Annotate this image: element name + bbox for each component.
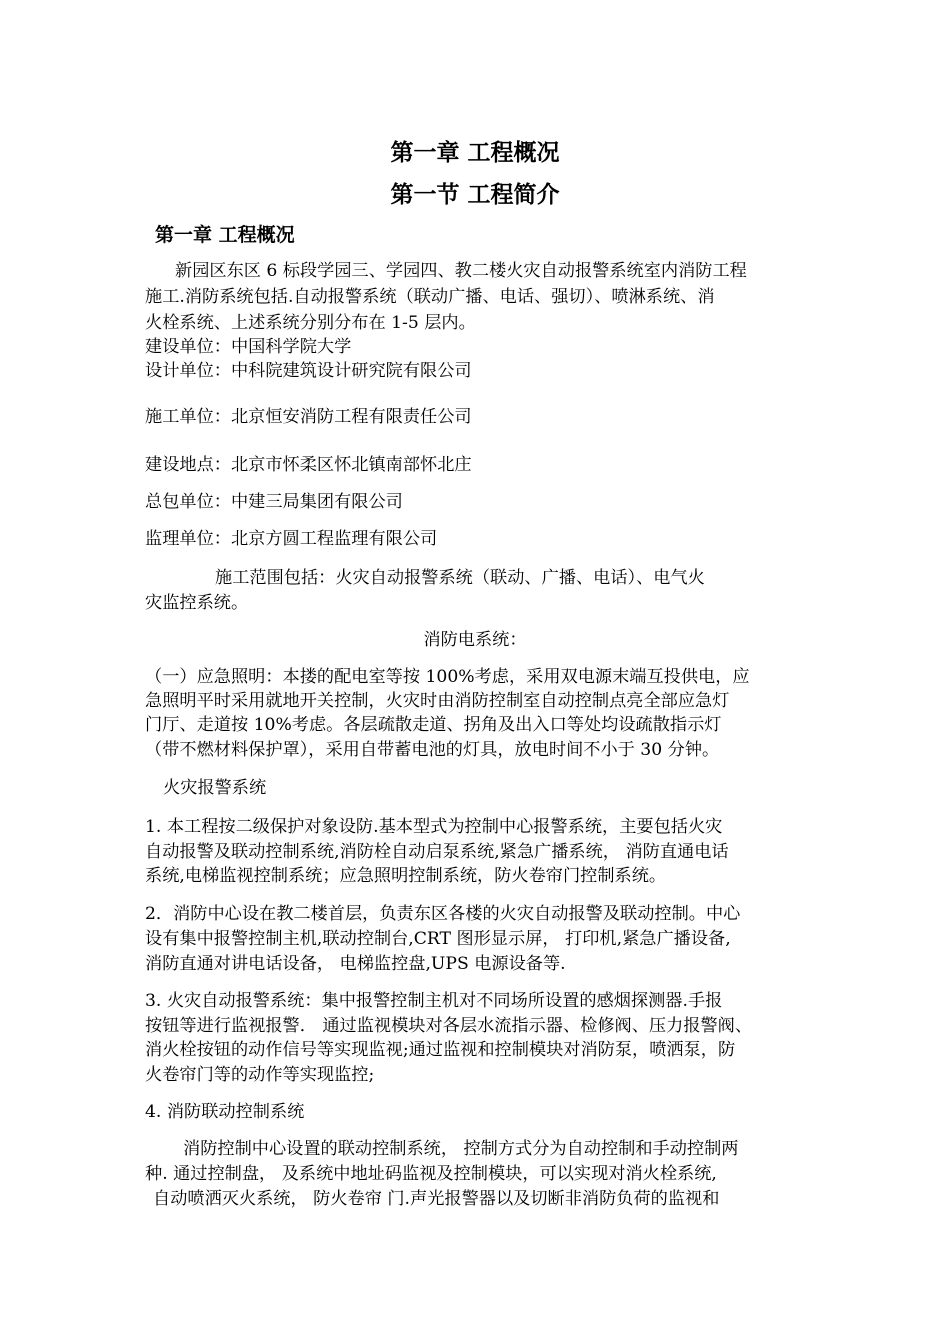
fire-alarm-title: 火灾报警系统 xyxy=(163,778,267,798)
location-line: 建设地点：北京市怀柔区怀北镇南部怀北庄 xyxy=(145,455,472,475)
text-line: 自动喷洒灭火系统， 防火卷帘 门.声光报警器以及切断非消防负荷的监视和 xyxy=(153,1189,720,1209)
supervisor-line: 监理单位：北京方圆工程监理有限公司 xyxy=(145,529,438,549)
text-line: 消防直通对讲电话设备， 电梯监控盘,UPS 电源设备等. xyxy=(145,954,566,974)
fire-electric-title: 消防电系统： xyxy=(423,630,527,650)
owner-line: 建设单位：中国科学院大学 xyxy=(145,337,352,357)
chapter-title: 第一章 工程概况 xyxy=(390,140,560,166)
text-line: 灾监控系统。 xyxy=(145,593,249,613)
text-line: 消火栓按钮的动作信号等实现监视;通过监视和控制模块对消防泵，喷洒泵，防 xyxy=(145,1040,736,1060)
text-line: 门厅、走道按 10%考虑。各层疏散走道、拐角及出入口等处均设疏散指示灯 xyxy=(145,715,722,735)
text-line: 急照明平时采用就地开关控制，火灾时由消防控制室自动控制点亮全部应急灯 xyxy=(145,691,730,711)
text-line: （带不燃材料保护罩），采用自带蓄电池的灯具，放电时间不小于 30 分钟。 xyxy=(145,740,720,760)
text-line: 施工.消防系统包括.自动报警系统（联动广播、电话、强切）、喷淋系统、消 xyxy=(145,287,715,307)
contractor-line: 总包单位：中建三局集团有限公司 xyxy=(145,492,403,512)
builder-line: 施工单位：北京恒安消防工程有限责任公司 xyxy=(145,407,472,427)
text-line: 1. 本工程按二级保护对象设防.基本型式为控制中心报警系统，主要包括火灾 xyxy=(145,817,723,837)
chapter-heading: 第一章 工程概况 xyxy=(155,224,295,246)
text-line: 施工范围包括：火灾自动报警系统（联动、广播、电话）、电气火 xyxy=(215,568,705,588)
text-line: 系统,电梯监视控制系统；应急照明控制系统，防火卷帘门控制系统。 xyxy=(145,866,667,886)
text-line: 自动报警及联动控制系统,消防栓自动启泵系统,紧急广播系统， 消防直通电话 xyxy=(145,842,729,862)
text-line: 按钮等进行监视报警． 通过监视模块对各层水流指示器、检修阀、压力报警阀、 xyxy=(145,1016,753,1036)
text-line: 2．消防中心设在教二楼首层，负责东区各楼的火灾自动报警及联动控制。中心 xyxy=(145,904,741,924)
text-line: 消防控制中心设置的联动控制系统， 控制方式分为自动控制和手动控制两 xyxy=(183,1139,739,1159)
text-line: 3. 火灾自动报警系统：集中报警控制主机对不同场所设置的感烟探测器.手报 xyxy=(145,991,723,1011)
text-line: （一）应急照明：本搂的配电室等按 100%考虑，采用双电源末端互投供电，应 xyxy=(145,667,750,687)
designer-line: 设计单位：中科院建筑设计研究院有限公司 xyxy=(145,361,472,381)
section-title: 第一节 工程简介 xyxy=(390,182,560,208)
item-4-title: 4. 消防联动控制系统 xyxy=(145,1102,305,1122)
text-line: 火栓系统、上述系统分别分布在 1-5 层内。 xyxy=(145,313,476,333)
text-line: 种. 通过控制盘， 及系统中地址码监视及控制模块，可以实现对消火栓系统, xyxy=(145,1164,717,1184)
text-line: 火卷帘门等的动作等实现监控; xyxy=(145,1065,375,1085)
text-line: 设有集中报警控制主机,联动控制台,CRT 图形显示屏， 打印机,紧急广播设备, xyxy=(145,929,731,949)
text-line: 新园区东区 6 标段学园三、学园四、教二楼火灾自动报警系统室内消防工程 xyxy=(175,261,747,281)
